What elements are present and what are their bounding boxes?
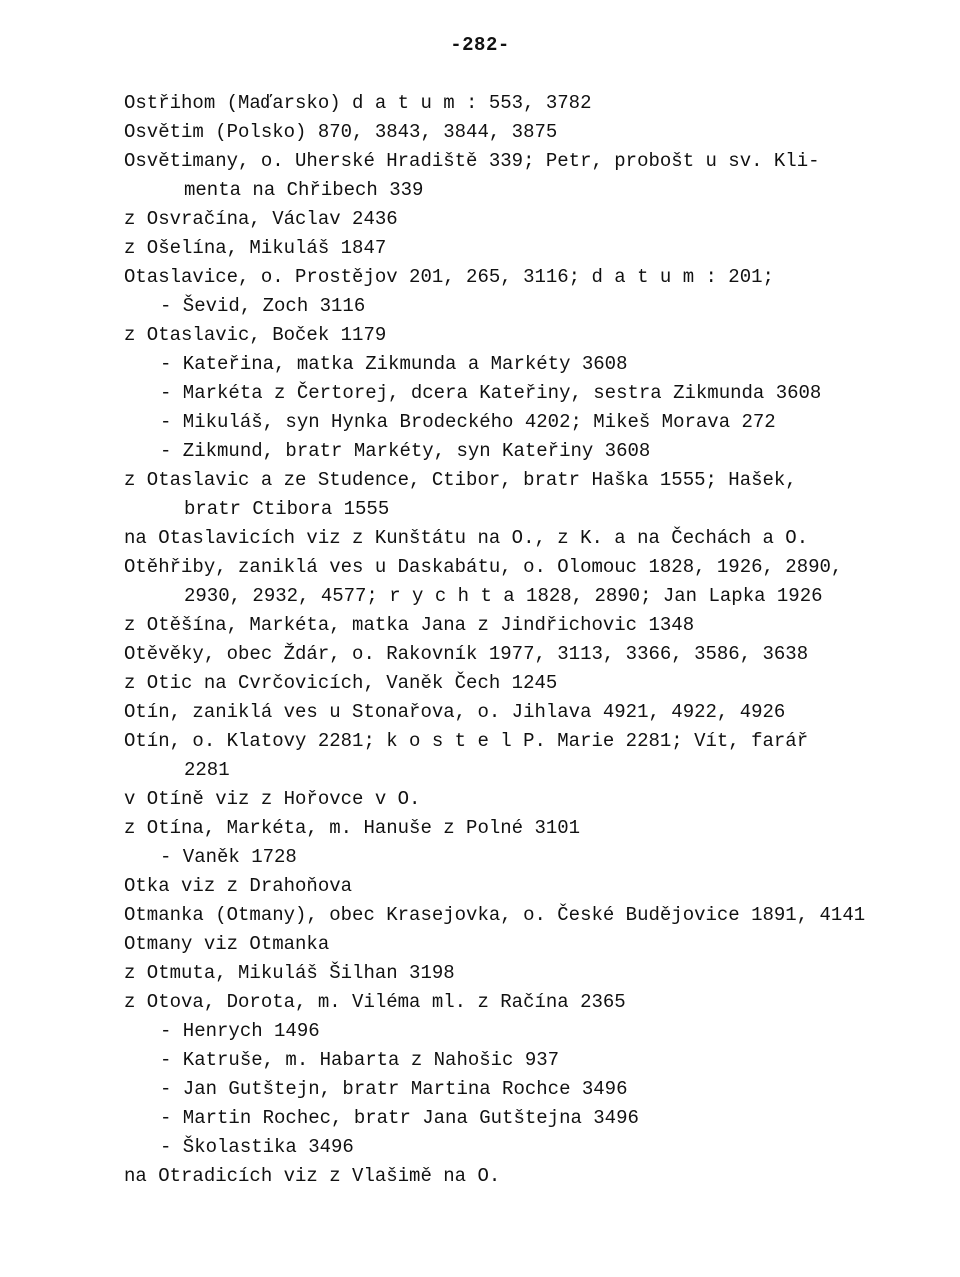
entry-line: z Ošelína, Mikuláš 1847 [124, 237, 387, 259]
entry-line: Otín, zaniklá ves u Stonařova, o. Jihlava 4921, 4922, 4926 [124, 701, 786, 723]
entry-line: Otěvěky, obec Ždár, o. Rakovník 1977, 3113, 3366, 3586, 3638 [124, 643, 809, 665]
entry-line: Ostřihom (Maďarsko) d a t u m : 553, 3782 [124, 92, 592, 114]
entry-line: Otín, o. Klatovy 2281; k o s t e l P. Marie 2281; Vít, farář [124, 730, 809, 752]
entry-continuation-line: 2281 [184, 759, 230, 781]
entry-line: z Otova, Dorota, m. Viléma ml. z Račína 2365 [124, 991, 626, 1013]
entry-line: na Otaslavicích viz z Kunštátu na O., z K. a na Čechách a O. [124, 527, 809, 549]
entry-line: Otmany viz Otmanka [124, 933, 330, 955]
entry-line: Otěhřiby, zaniklá ves u Daskabátu, o. Olomouc 1828, 1926, 2890, [124, 556, 843, 578]
sub-entry-line: - Vaněk 1728 [160, 846, 297, 868]
sub-entry-line: - Ševid, Zoch 3116 [160, 295, 366, 317]
entry-line: z Otína, Markéta, m. Hanuše z Polné 3101 [124, 817, 581, 839]
entry-line: Osvětimany, o. Uherské Hradiště 339; Petr, probošt u sv. Kli- [124, 150, 820, 172]
sub-entry-line: - Školastika 3496 [160, 1136, 354, 1158]
sub-entry-line: - Katruše, m. Habarta z Nahošic 937 [160, 1049, 560, 1071]
entry-line: z Otic na Cvrčovicích, Vaněk Čech 1245 [124, 672, 558, 694]
entry-line: na Otradicích viz z Vlašimě na O. [124, 1165, 501, 1187]
entry-continuation-line: menta na Chřibech 339 [184, 179, 424, 201]
sub-entry-line: - Kateřina, matka Zikmunda a Markéty 3608 [160, 353, 628, 375]
entry-line: z Otěšína, Markéta, matka Jana z Jindřichovic 1348 [124, 614, 695, 636]
index-entries [124, 89, 920, 1191]
entry-line: v Otíně viz z Hořovce v O. [124, 788, 421, 810]
entry-line: z Otaslavic a ze Studence, Ctibor, bratr Haška 1555; Hašek, [124, 469, 797, 491]
entry-line: z Otmuta, Mikuláš Šilhan 3198 [124, 962, 455, 984]
sub-entry-line: - Zikmund, bratr Markéty, syn Kateřiny 3608 [160, 440, 651, 462]
sub-entry-line: - Markéta z Čertorej, dcera Kateřiny, sestra Zikmunda 3608 [160, 382, 822, 404]
sub-entry-line: - Jan Gutštejn, bratr Martina Rochce 3496 [160, 1078, 628, 1100]
sub-entry-line: - Mikuláš, syn Hynka Brodeckého 4202; Mikeš Morava 272 [160, 411, 776, 433]
entry-continuation-line: 2930, 2932, 4577; r y c h t a 1828, 2890; Jan Lapka 1926 [184, 585, 823, 607]
entry-line: Osvětim (Polsko) 870, 3843, 3844, 3875 [124, 121, 558, 143]
entry-line: z Osvračína, Václav 2436 [124, 208, 398, 230]
sub-entry-line: - Martin Rochec, bratr Jana Gutštejna 3496 [160, 1107, 639, 1129]
entry-continuation-line: bratr Ctibora 1555 [184, 498, 390, 520]
sub-entry-line: - Henrych 1496 [160, 1020, 320, 1042]
entry-line: Otmanka (Otmany), obec Krasejovka, o. České Budějovice 1891, 4141 [124, 904, 866, 926]
entry-line: Otka viz z Drahoňova [124, 875, 353, 897]
entry-line: z Otaslavic, Boček 1179 [124, 324, 387, 346]
page-number: -282- [450, 34, 510, 56]
entry-line: Otaslavice, o. Prostějov 201, 265, 3116; d a t u m : 201; [124, 266, 774, 288]
